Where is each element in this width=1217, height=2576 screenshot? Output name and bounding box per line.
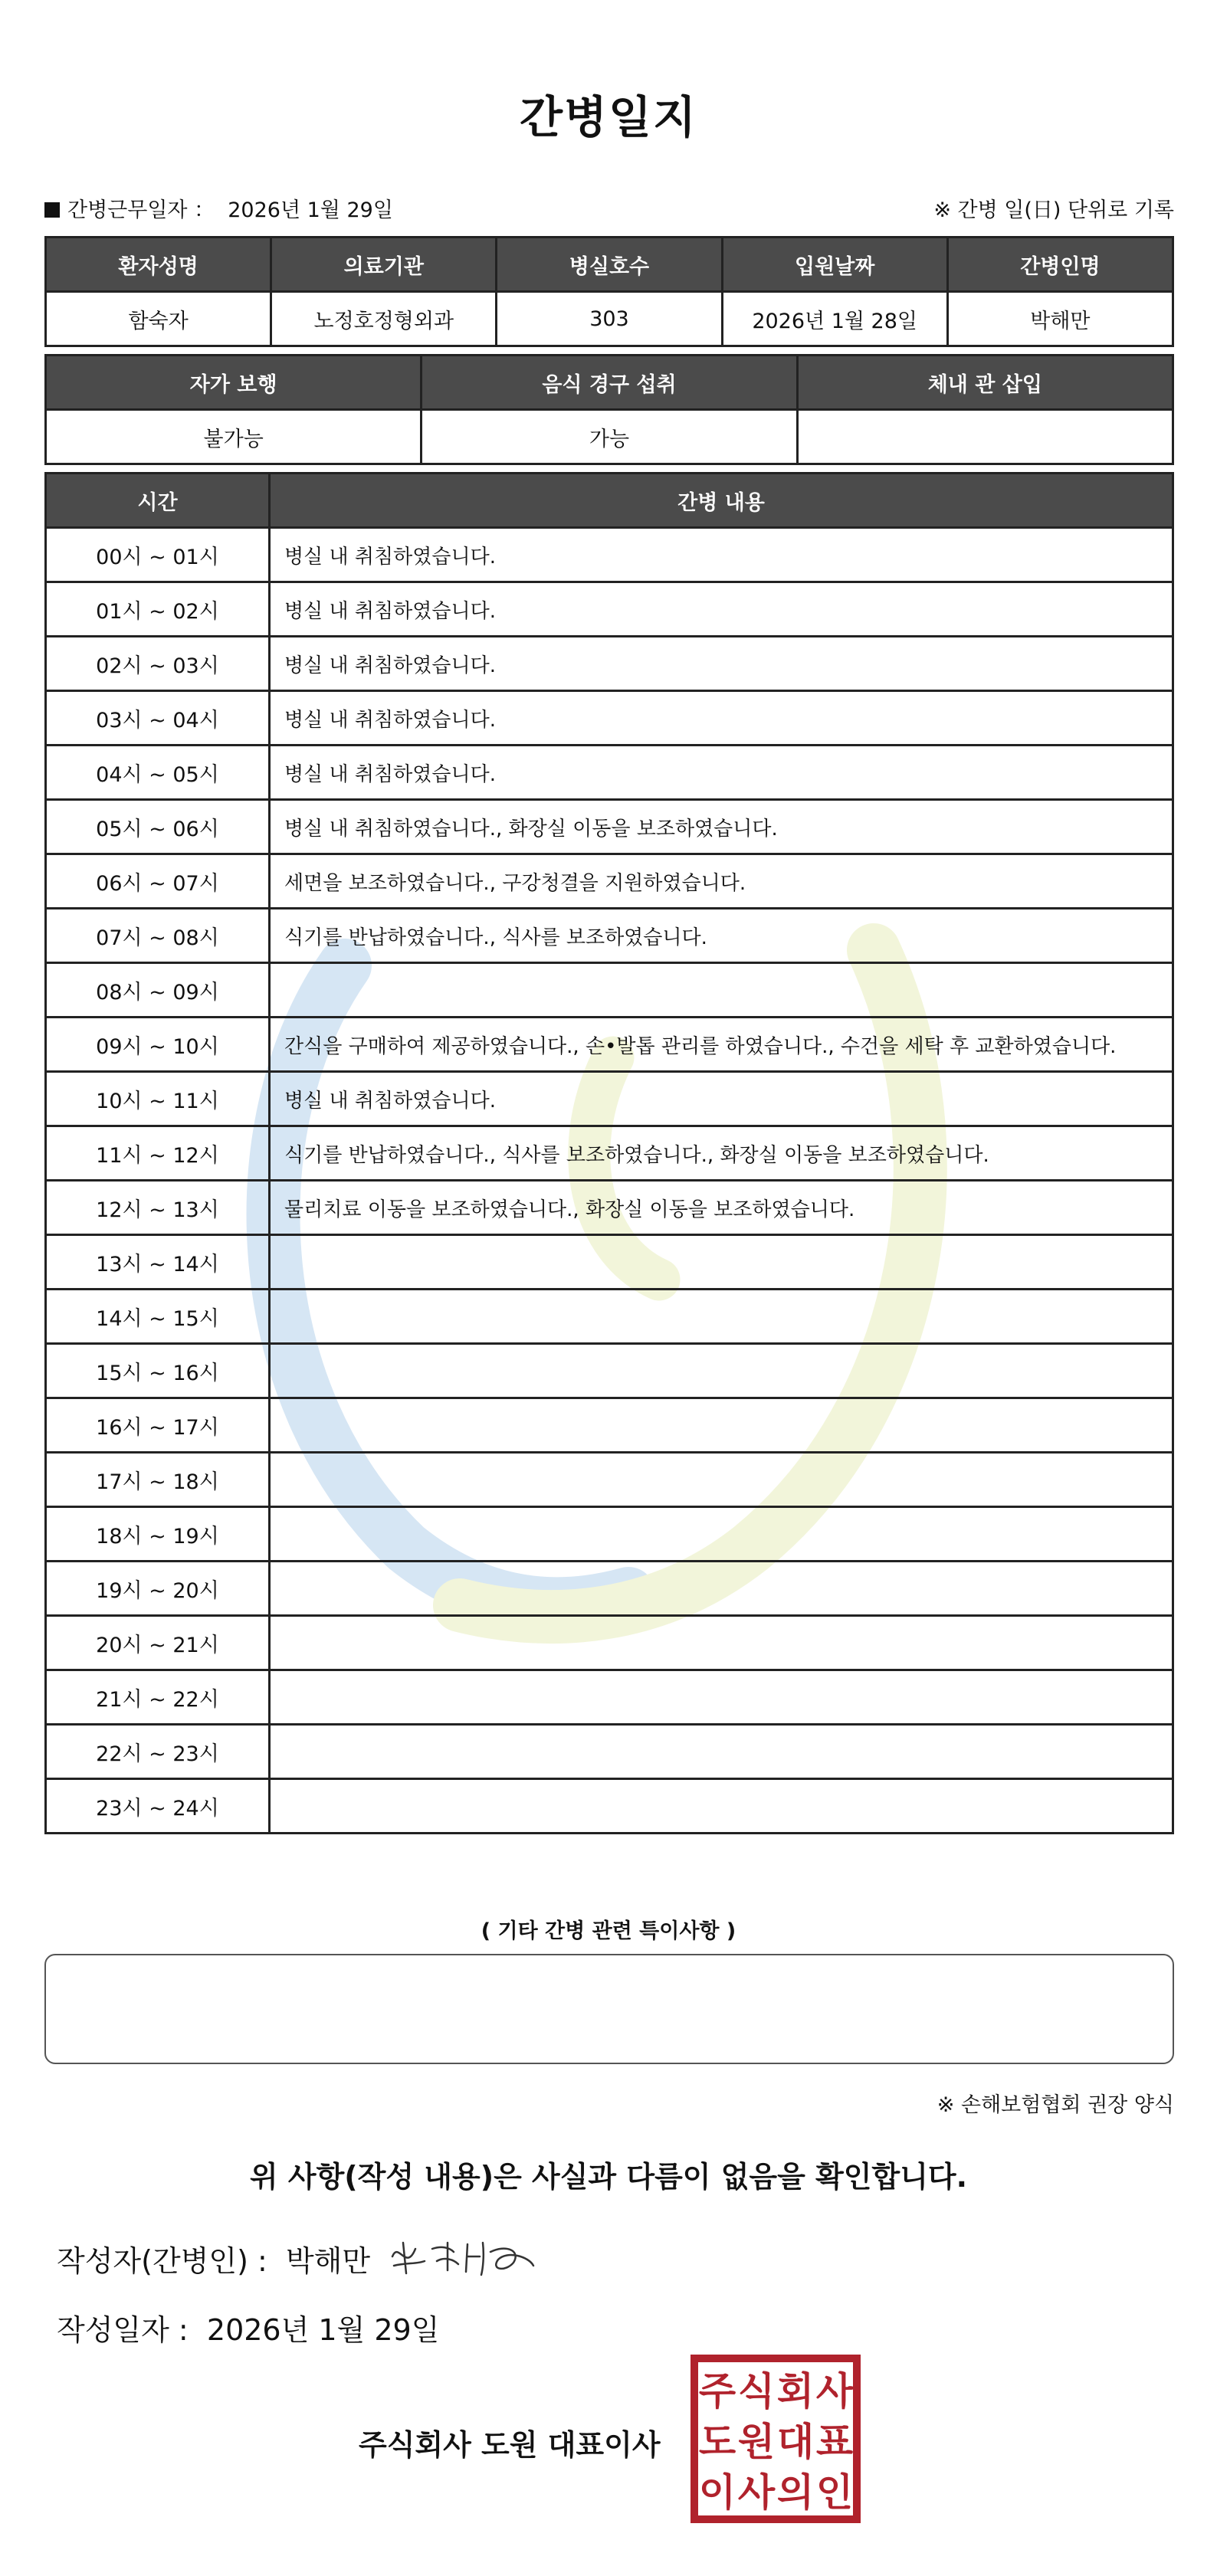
company-representative: 주식회사 도원 대표이사 <box>359 2428 661 2462</box>
table-row <box>46 1670 1173 1725</box>
remarks-box <box>44 1954 1174 2064</box>
table-row <box>46 963 1173 1018</box>
admission-date: 2026년 1월 28일 <box>722 292 947 346</box>
table-row <box>46 1344 1173 1398</box>
header-patient-name: 환자성명 <box>46 238 271 292</box>
care-log-table <box>44 472 1174 1834</box>
log-content: 병실 내 취침하였습니다. <box>270 582 1173 637</box>
confirmation-statement: 위 사항(작성 내용)은 사실과 다름이 없음을 확인합니다. <box>249 2160 968 2194</box>
log-time: 13시 ~ 14시 <box>46 1235 270 1290</box>
table-row <box>46 691 1173 746</box>
log-time: 18시 ~ 19시 <box>46 1507 270 1562</box>
date-label: 작성일자 : <box>57 2313 189 2347</box>
header-time: 시간 <box>46 474 270 528</box>
log-content: 세면을 보조하였습니다., 구강청결을 지원하였습니다. <box>270 854 1173 909</box>
seal-character: 사 <box>737 2470 776 2515</box>
log-content <box>270 1453 1173 1507</box>
seal-character: 사 <box>815 2369 854 2414</box>
caregiver-name: 박해만 <box>947 292 1173 346</box>
log-content <box>270 1725 1173 1779</box>
table-row <box>46 1181 1173 1235</box>
table-row <box>46 1725 1173 1779</box>
room-number: 303 <box>497 292 722 346</box>
log-content: 식기를 반납하였습니다., 식사를 보조하였습니다. <box>270 909 1173 963</box>
log-time: 20시 ~ 21시 <box>46 1616 270 1670</box>
tube-insertion <box>797 410 1173 464</box>
table-row <box>46 1398 1173 1453</box>
log-content <box>270 1507 1173 1562</box>
log-time: 14시 ~ 15시 <box>46 1290 270 1344</box>
log-time: 08시 ~ 09시 <box>46 963 270 1018</box>
log-time: 17시 ~ 18시 <box>46 1453 270 1507</box>
log-time: 02시 ~ 03시 <box>46 637 270 691</box>
table-row <box>46 528 1173 582</box>
oral-intake: 가능 <box>422 410 797 464</box>
recommended-form-note: ※ 손해보험협회 권장 양식 <box>937 2093 1174 2117</box>
log-content: 병실 내 취침하였습니다. <box>270 637 1173 691</box>
table-row <box>46 1072 1173 1126</box>
date-line <box>57 2306 439 2348</box>
hospital: 노정호정형외과 <box>271 292 497 346</box>
log-content <box>270 1670 1173 1725</box>
work-date <box>44 193 393 223</box>
seal-character: 회 <box>776 2369 815 2414</box>
patient-name: 함숙자 <box>46 292 271 346</box>
table-row <box>46 909 1173 963</box>
log-time: 21시 ~ 22시 <box>46 1670 270 1725</box>
table-row <box>46 800 1173 854</box>
writer-line <box>57 2237 370 2279</box>
log-content: 간식을 구매하여 제공하였습니다., 손•발톱 관리를 하였습니다., 수건을 세탁 후 교환하였습니다. <box>270 1018 1173 1072</box>
log-time: 03시 ~ 04시 <box>46 691 270 746</box>
date-value: 2026년 1월 29일 <box>206 2313 440 2347</box>
writer-name: 박해만 <box>285 2244 371 2278</box>
log-content: 병실 내 취침하였습니다. <box>270 1072 1173 1126</box>
table-row <box>46 1562 1173 1616</box>
log-content <box>270 1344 1173 1398</box>
log-content <box>270 1290 1173 1344</box>
remarks-title: ( 기타 간병 관련 특이사항 ) <box>481 1919 736 1943</box>
table-row <box>46 1290 1173 1344</box>
log-content <box>270 1562 1173 1616</box>
work-date-label: 간병근무일자 ： <box>67 198 215 222</box>
log-content: 병실 내 취침하였습니다. <box>270 691 1173 746</box>
meta-row <box>44 193 1174 224</box>
seal-character: 대 <box>776 2420 815 2464</box>
log-time: 19시 ~ 20시 <box>46 1562 270 1616</box>
unit-note: ※ 간병 일(日) 단위로 기록 <box>933 198 1174 222</box>
seal-character: 의 <box>776 2470 815 2515</box>
log-time: 15시 ~ 16시 <box>46 1344 270 1398</box>
log-time: 01시 ~ 02시 <box>46 582 270 637</box>
seal-character: 이 <box>698 2470 736 2515</box>
header-caregiver: 간병인명 <box>947 238 1173 292</box>
patient-info-table <box>44 236 1174 347</box>
handwritten-signature <box>383 2226 536 2287</box>
table-row <box>46 1453 1173 1507</box>
log-content: 물리치료 이동을 보조하였습니다., 화장실 이동을 보조하였습니다. <box>270 1181 1173 1235</box>
patient-status-table <box>44 354 1174 465</box>
page-title: 간병일지 <box>519 91 698 143</box>
log-time: 09시 ~ 10시 <box>46 1018 270 1072</box>
header-tube-insertion: 체내 관 삽입 <box>797 356 1173 410</box>
table-row <box>46 746 1173 800</box>
log-content <box>270 1616 1173 1670</box>
log-content: 식기를 반납하였습니다., 식사를 보조하였습니다., 화장실 이동을 보조하였습니다. <box>270 1126 1173 1181</box>
header-oral-intake: 음식 경구 섭취 <box>422 356 797 410</box>
seal-character: 표 <box>815 2420 854 2464</box>
seal-character: 원 <box>737 2420 776 2464</box>
table-row <box>46 1235 1173 1290</box>
header-admission-date: 입원날짜 <box>722 238 947 292</box>
log-content: 병실 내 취침하였습니다. <box>270 746 1173 800</box>
table-row <box>46 1779 1173 1834</box>
square-bullet-icon <box>44 202 60 218</box>
table-row <box>46 582 1173 637</box>
company-seal <box>690 2354 861 2524</box>
header-self-walking: 자가 보행 <box>46 356 422 410</box>
log-time: 06시 ~ 07시 <box>46 854 270 909</box>
log-content <box>270 1398 1173 1453</box>
self-walking: 불가능 <box>46 410 422 464</box>
table-row <box>46 1616 1173 1670</box>
seal-character: 식 <box>737 2369 776 2414</box>
header-hospital: 의료기관 <box>271 238 497 292</box>
log-content: 병실 내 취침하였습니다., 화장실 이동을 보조하였습니다. <box>270 800 1173 854</box>
table-row <box>46 1507 1173 1562</box>
log-time: 10시 ~ 11시 <box>46 1072 270 1126</box>
table-row <box>46 1126 1173 1181</box>
table-row <box>46 1018 1173 1072</box>
log-time: 22시 ~ 23시 <box>46 1725 270 1779</box>
log-time: 23시 ~ 24시 <box>46 1779 270 1834</box>
writer-label: 작성자(간병인) : <box>57 2244 267 2278</box>
work-date-value: 2026년 1월 29일 <box>228 198 393 222</box>
log-time: 00시 ~ 01시 <box>46 528 270 582</box>
log-time: 04시 ~ 05시 <box>46 746 270 800</box>
table-row <box>46 637 1173 691</box>
log-time: 11시 ~ 12시 <box>46 1126 270 1181</box>
log-content <box>270 1779 1173 1834</box>
log-time: 16시 ~ 17시 <box>46 1398 270 1453</box>
log-time: 05시 ~ 06시 <box>46 800 270 854</box>
log-time: 07시 ~ 08시 <box>46 909 270 963</box>
log-content <box>270 963 1173 1018</box>
table-row <box>46 854 1173 909</box>
seal-character: 주 <box>698 2369 736 2414</box>
log-content <box>270 1235 1173 1290</box>
header-room: 병실호수 <box>497 238 722 292</box>
header-care-content: 간병 내용 <box>270 474 1173 528</box>
seal-character: 도 <box>698 2420 736 2464</box>
log-content: 병실 내 취침하였습니다. <box>270 528 1173 582</box>
log-time: 12시 ~ 13시 <box>46 1181 270 1235</box>
seal-character: 인 <box>815 2470 854 2515</box>
